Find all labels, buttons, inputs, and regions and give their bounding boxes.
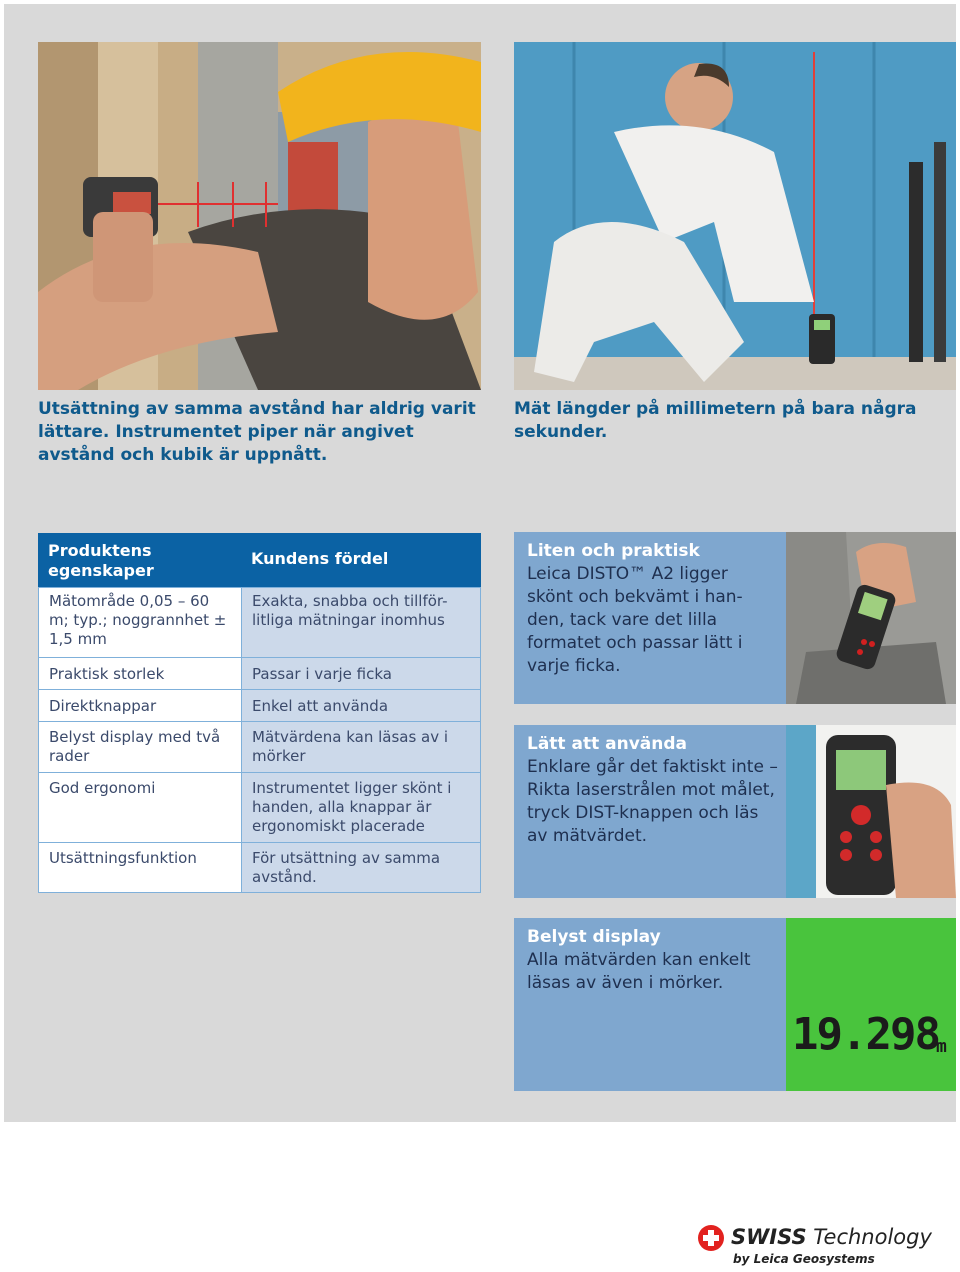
feature-panel-display xyxy=(514,918,956,1091)
table-cell-feature: Mätområde 0,05 – 60 m; typ.; noggrannhet ± 1,5 mm xyxy=(38,587,242,658)
display-readout: 19.298 xyxy=(792,1009,939,1060)
feature-panel-easy xyxy=(514,725,956,898)
table-cell-benefit: Exakta, snabba och tillför-litliga mätningar inomhus xyxy=(241,587,481,658)
photo-device-in-pocket xyxy=(786,532,956,704)
table-header-features: Produktens egenskaper xyxy=(38,533,241,587)
logo-word: Technology xyxy=(813,1225,932,1249)
swiss-cross-icon xyxy=(697,1224,725,1252)
table-cell-feature: Direktknappar xyxy=(38,689,242,722)
table-cell-benefit: Enkel att använda xyxy=(241,689,481,722)
feature-text: Alla mätvärden kan enkelt läsas av även i mörker. xyxy=(527,950,751,993)
feature-text: Enklare går det faktiskt inte – Rikta laserstrålen mot målet, tryck DIST-knappen och läs av mätvärdet. xyxy=(527,757,778,846)
table-cell-benefit: Instrumentet ligger skönt i handen, alla knappar är ergonomiskt placerade xyxy=(241,772,481,843)
feature-panel-small xyxy=(514,532,956,704)
table-cell-feature: Belyst display med två rader xyxy=(38,721,242,773)
feature-title: Belyst display xyxy=(527,927,661,947)
table-cell-benefit: För utsättning av samma avstånd. xyxy=(241,842,481,893)
photo-device-in-hand xyxy=(786,725,956,898)
table-cell-benefit: Mätvärdena kan läsas av i mörker xyxy=(241,721,481,773)
logo-wordmark xyxy=(731,1224,932,1250)
logo-brand: SWISS xyxy=(731,1225,807,1249)
photo-worker-hardhat xyxy=(38,42,481,390)
caption-measure: Mät längder på millimetern på bara några sekunder. xyxy=(514,399,917,442)
table-cell-benefit: Passar i varje ficka xyxy=(241,657,481,690)
table-header-benefits: Kundens fördel xyxy=(241,533,481,587)
table-cell-feature: Praktisk storlek xyxy=(38,657,242,690)
logo-subline: by Leica Geosystems xyxy=(733,1252,875,1266)
caption-setout: Utsättning av samma avstånd har aldrig varit lättare. Instrumentet piper när angivet avstånd och kubik är uppnått. xyxy=(38,399,476,465)
feature-text: Leica DISTO™ A2 ligger skönt och bekvämt i han-den, tack vare det lilla formatet och passar lätt i varje ficka. xyxy=(527,564,743,676)
table-cell-feature: Utsättningsfunktion xyxy=(38,842,242,893)
photo-man-measuring-wall xyxy=(514,42,956,390)
photo-lit-display xyxy=(786,918,956,1091)
feature-title: Lätt att använda xyxy=(527,734,687,754)
table-cell-feature: God ergonomi xyxy=(38,772,242,843)
display-unit: m xyxy=(936,1036,947,1057)
swiss-technology-logo xyxy=(697,1222,932,1272)
feature-title: Liten och praktisk xyxy=(527,541,700,561)
